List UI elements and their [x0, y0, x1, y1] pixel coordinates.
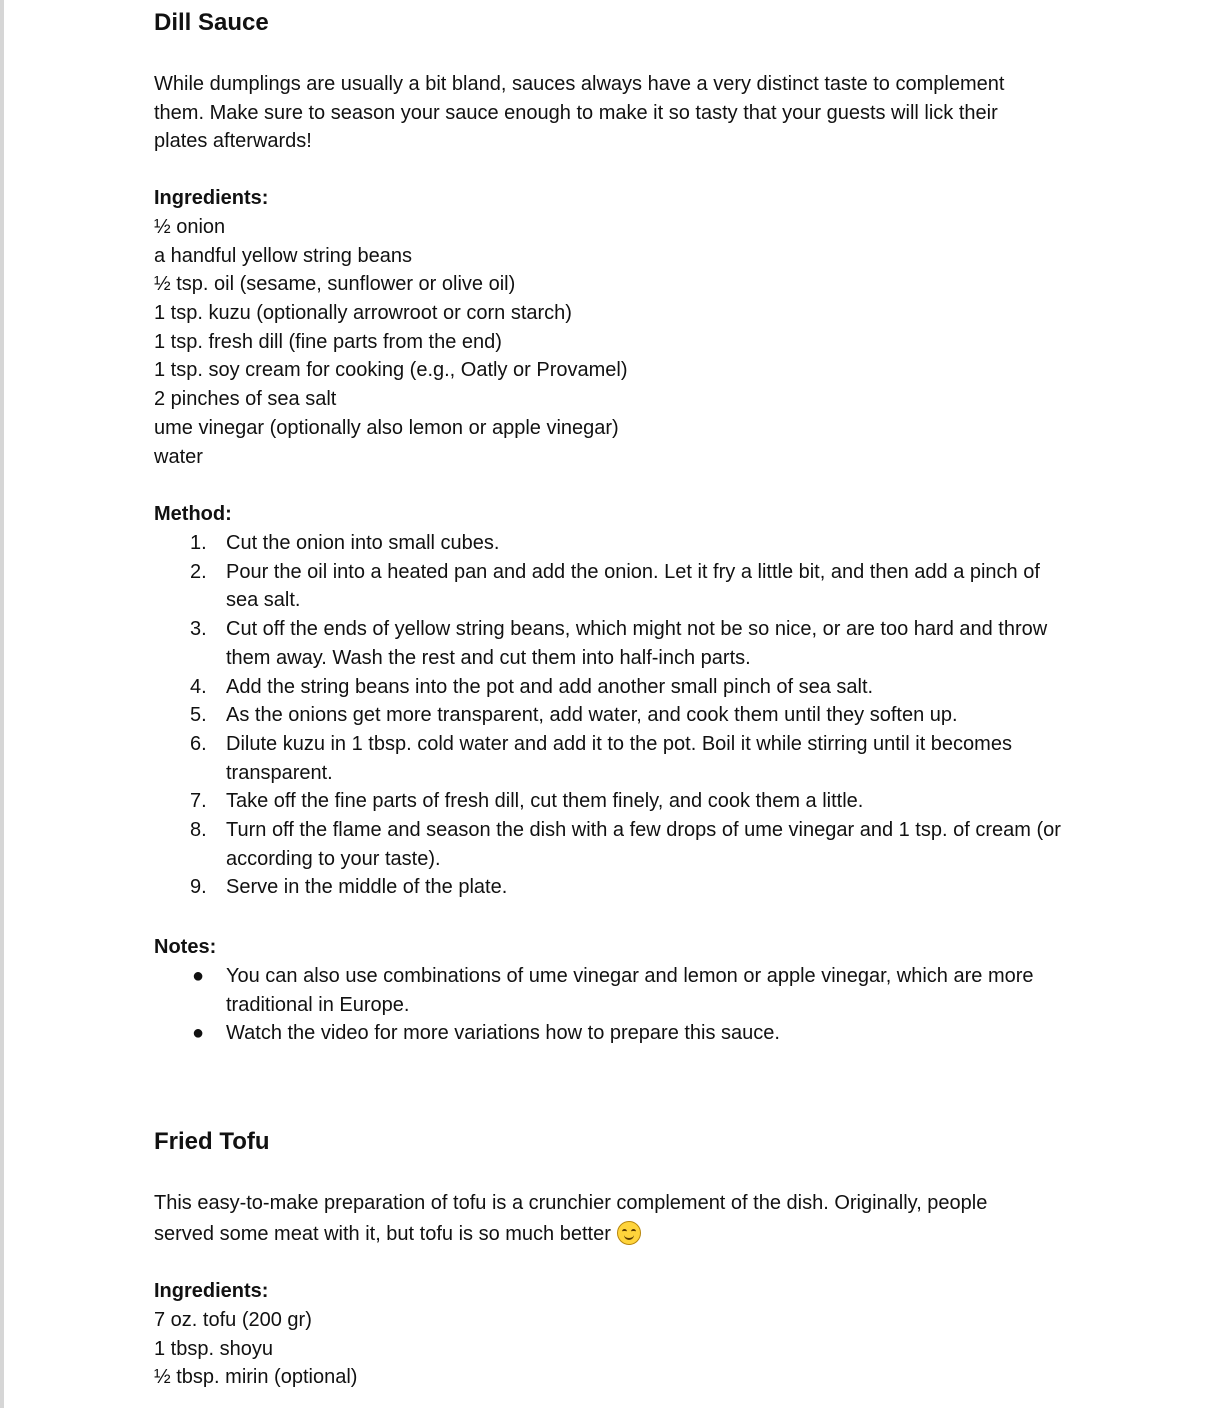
ingredient-item: ume vinegar (optionally also lemon or apple vinegar) [154, 416, 619, 439]
ingredient-item: 7 oz. tofu (200 gr) [154, 1309, 312, 1331]
ingredient-item: a handful yellow string beans [154, 244, 412, 267]
step-text: Dilute kuzu in 1 tbsp. cold water and add it to the pot. Boil it while stirring until it becomes transparent. [226, 732, 1012, 784]
bullet-icon: ● [192, 965, 205, 987]
note-text: You can also use combinations of ume vinegar and lemon or apple vinegar, which are more traditional in Europe. [226, 965, 1034, 1016]
note-item [154, 962, 1074, 1019]
fried-tofu-ingredients-list [154, 1306, 357, 1392]
ingredient-item: 1 tsp. fresh dill (fine parts from the end) [154, 330, 502, 353]
ingredient-item: 2 pinches of sea salt [154, 388, 337, 411]
fried-tofu-intro [154, 1188, 1034, 1250]
dill-sauce-intro: While dumplings are usually a bit bland, sauces always have a very distinct taste to complement them. Make sure to season your sauce enough to make it so tasty that your guests will lick their plates afterwards! [154, 73, 1005, 153]
note-text: Watch the video for more variations how to prepare this sauce. [226, 1022, 780, 1045]
ingredient-item: water [154, 445, 203, 468]
step-number: 2. [190, 560, 207, 583]
method-step [154, 673, 1074, 702]
dill-sauce-notes-list [154, 962, 1074, 1048]
dill-sauce-method-label: Method: [154, 503, 232, 525]
step-number: 5. [190, 704, 207, 727]
bullet-icon: ● [192, 1022, 205, 1045]
ingredient-item: 1 tsp. kuzu (optionally arrowroot or corn starch) [154, 302, 572, 325]
method-step [154, 787, 1074, 816]
step-number: 4. [190, 675, 207, 698]
ingredient-item: ½ tsp. oil (sesame, sunflower or olive oil) [154, 273, 516, 296]
step-number: 3. [190, 618, 207, 641]
step-text: As the onions get more transparent, add water, and cook them until they soften up. [226, 704, 958, 727]
dill-sauce-method-list [154, 529, 1074, 902]
fried-tofu-intro-text: This easy-to-make preparation of tofu is a crunchier complement of the dish. Originally, people served some meat with it, but tofu is so much better [154, 1192, 988, 1245]
step-text: Cut the onion into small cubes. [226, 532, 500, 554]
method-step [154, 615, 1074, 672]
step-text: Serve in the middle of the plate. [226, 876, 508, 899]
dill-sauce-title: Dill Sauce [154, 9, 269, 36]
method-step [154, 529, 1074, 558]
dill-sauce-ingredients-list [154, 213, 628, 471]
step-text: Pour the oil into a heated pan and add the onion. Let it fry a little bit, and then add a pinch of sea salt. [226, 560, 1040, 612]
dill-sauce-ingredients-label: Ingredients: [154, 187, 269, 209]
note-item [154, 1019, 1074, 1048]
fried-tofu-title: Fried Tofu [154, 1128, 270, 1155]
method-step [154, 873, 1074, 902]
step-text: Cut off the ends of yellow string beans, which might not be so nice, or are too hard and throw them away. Wash the rest and cut them into half-inch parts. [226, 618, 1048, 669]
step-number: 1. [190, 532, 207, 554]
step-text: Add the string beans into the pot and add another small pinch of sea salt. [226, 675, 874, 698]
ingredient-item: 1 tbsp. shoyu [154, 1337, 273, 1360]
method-step [154, 558, 1074, 615]
step-number: 8. [190, 819, 207, 842]
step-number: 7. [190, 790, 207, 813]
step-number: 9. [190, 876, 207, 899]
page-left-edge [0, 0, 4, 1408]
ingredient-item: ½ tbsp. mirin (optional) [154, 1366, 358, 1389]
method-step [154, 701, 1074, 730]
method-step [154, 730, 1074, 787]
fried-tofu-ingredients-label: Ingredients: [154, 1280, 269, 1302]
step-text: Take off the fine parts of fresh dill, cut them finely, and cook them a little. [226, 790, 864, 813]
dill-sauce-notes-label: Notes: [154, 936, 217, 958]
smiling-face-emoji-icon [617, 1221, 641, 1245]
method-step [154, 816, 1074, 873]
ingredient-item: ½ onion [154, 216, 226, 238]
step-text: Turn off the flame and season the dish with a few drops of ume vinegar and 1 tsp. of cream (or according to your taste). [226, 819, 1061, 870]
step-number: 6. [190, 732, 207, 755]
ingredient-item: 1 tsp. soy cream for cooking (e.g., Oatly or Provamel) [154, 359, 628, 382]
